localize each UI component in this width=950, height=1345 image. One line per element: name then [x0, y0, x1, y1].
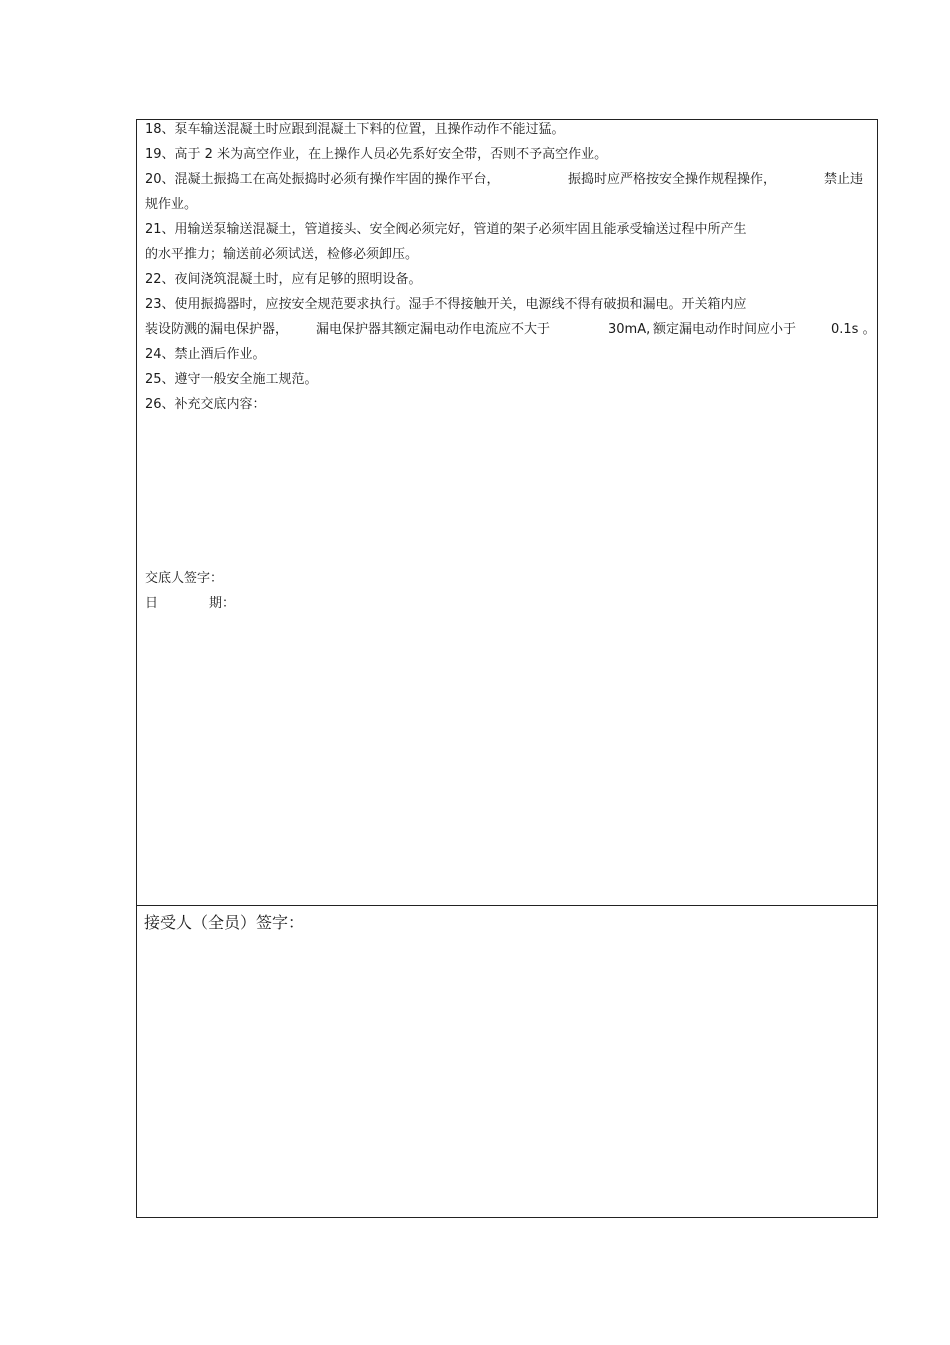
clause-23-part-3: 30mA,: [608, 322, 651, 337]
clause-25: 25、遵守一般安全施工规范。: [145, 372, 318, 387]
date-label-char-2: 期：: [209, 596, 236, 611]
clause-20-part-b: 振捣时应严格按安全操作规程操作，: [568, 172, 777, 187]
clause-20-line-1: [145, 171, 869, 189]
clause-26: 26、补充交底内容：: [145, 397, 266, 412]
discloser-signature-label: 交底人签字：: [145, 571, 224, 586]
clause-21-line-2: 的水平推力；输送前必须试送，检修必须卸压。: [145, 247, 419, 262]
disclosure-table: [136, 119, 878, 1218]
clause-20-part-c: 禁止违: [824, 172, 864, 187]
disclosure-content-cell: [137, 120, 877, 906]
receiver-signature-cell: [137, 906, 877, 1217]
clause-23-line-2: [145, 321, 876, 339]
clause-18: 18、泵车输送混凝土时应跟到混凝土下料的位置，且操作动作不能过猛。: [145, 122, 565, 137]
clause-20-part-a: 20、混凝土振捣工在高处振捣时必须有操作牢固的操作平台，: [145, 172, 500, 187]
date-label: [145, 595, 265, 613]
clause-23-line-1: 23、使用振捣器时，应按安全规范要求执行。湿手不得接触开关，电源线不得有破损和漏电。开关箱内应: [145, 297, 747, 312]
date-label-char-1: 日: [145, 596, 159, 611]
receiver-signature-label: 接受人（全员）签字：: [144, 913, 305, 932]
clause-24: 24、禁止酒后作业。: [145, 347, 266, 362]
clause-19: 19、高于 2 米为高空作业，在上操作人员必先系好安全带，否则不予高空作业。: [145, 147, 608, 162]
clause-22: 22、夜间浇筑混凝土时，应有足够的照明设备。: [145, 272, 422, 287]
clause-23-part-1: 装设防溅的漏电保护器，: [145, 322, 289, 337]
clause-23-part-4: 额定漏电动作时间应小于: [653, 322, 797, 337]
clause-23-part-5: 0.1s 。: [831, 322, 876, 337]
clause-21-line-1: 21、用输送泵输送混凝土，管道接头、安全阀必须完好，管道的架子必须牢固且能承受输送过程中所产生: [145, 222, 747, 237]
clause-20-line-2: 规作业。: [145, 197, 198, 212]
clause-23-part-2: 漏电保护器其额定漏电动作电流应不大于: [316, 322, 551, 337]
